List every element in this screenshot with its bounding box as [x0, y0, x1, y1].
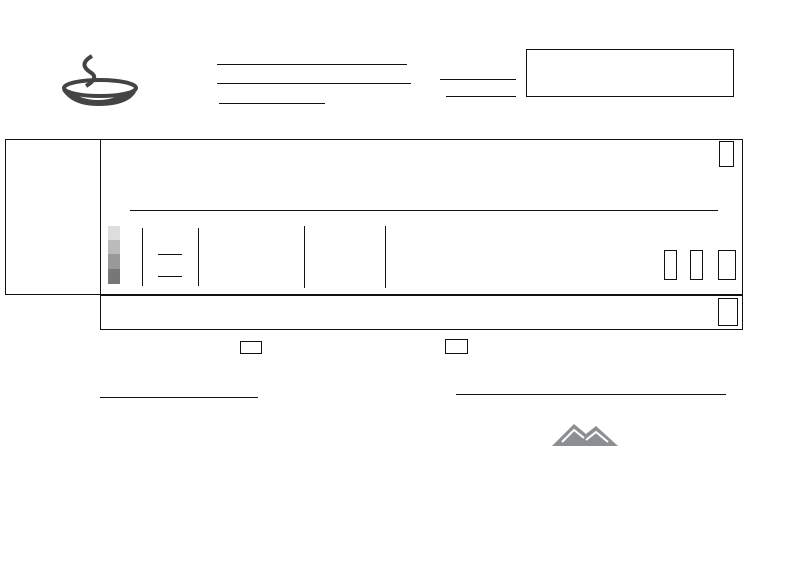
cod-value — [219, 103, 325, 104]
defect-result-box[interactable] — [718, 250, 736, 280]
footer-date-line — [100, 397, 258, 398]
body-sub — [377, 214, 457, 290]
signature-line — [456, 394, 726, 395]
intensity-box[interactable] — [690, 250, 703, 280]
mountain-icon — [550, 418, 620, 448]
total-value — [719, 141, 734, 167]
acidity-sub — [296, 214, 376, 290]
origin-value — [217, 83, 411, 84]
roast-swatches — [108, 226, 120, 284]
row-divider — [130, 210, 718, 211]
mantiqueira-logo — [540, 418, 630, 488]
table-line — [446, 96, 516, 97]
name-value — [217, 64, 407, 65]
approved-checkbox[interactable] — [240, 341, 262, 354]
coffee-cup-icon — [52, 50, 162, 110]
origin-field — [193, 89, 411, 101]
coffee-logo — [52, 50, 162, 130]
defects-section — [618, 212, 743, 294]
total-score — [698, 141, 742, 171]
rejected-checkbox[interactable] — [445, 339, 468, 354]
date-line — [440, 79, 516, 80]
final-score-value — [718, 298, 738, 326]
cups-box[interactable] — [664, 250, 677, 280]
aroma-sub — [130, 214, 210, 290]
name-field — [193, 70, 411, 82]
cod-field — [193, 109, 333, 121]
notes-box — [100, 295, 743, 330]
sample-divider — [100, 139, 101, 295]
quality-scale-box — [526, 49, 734, 97]
